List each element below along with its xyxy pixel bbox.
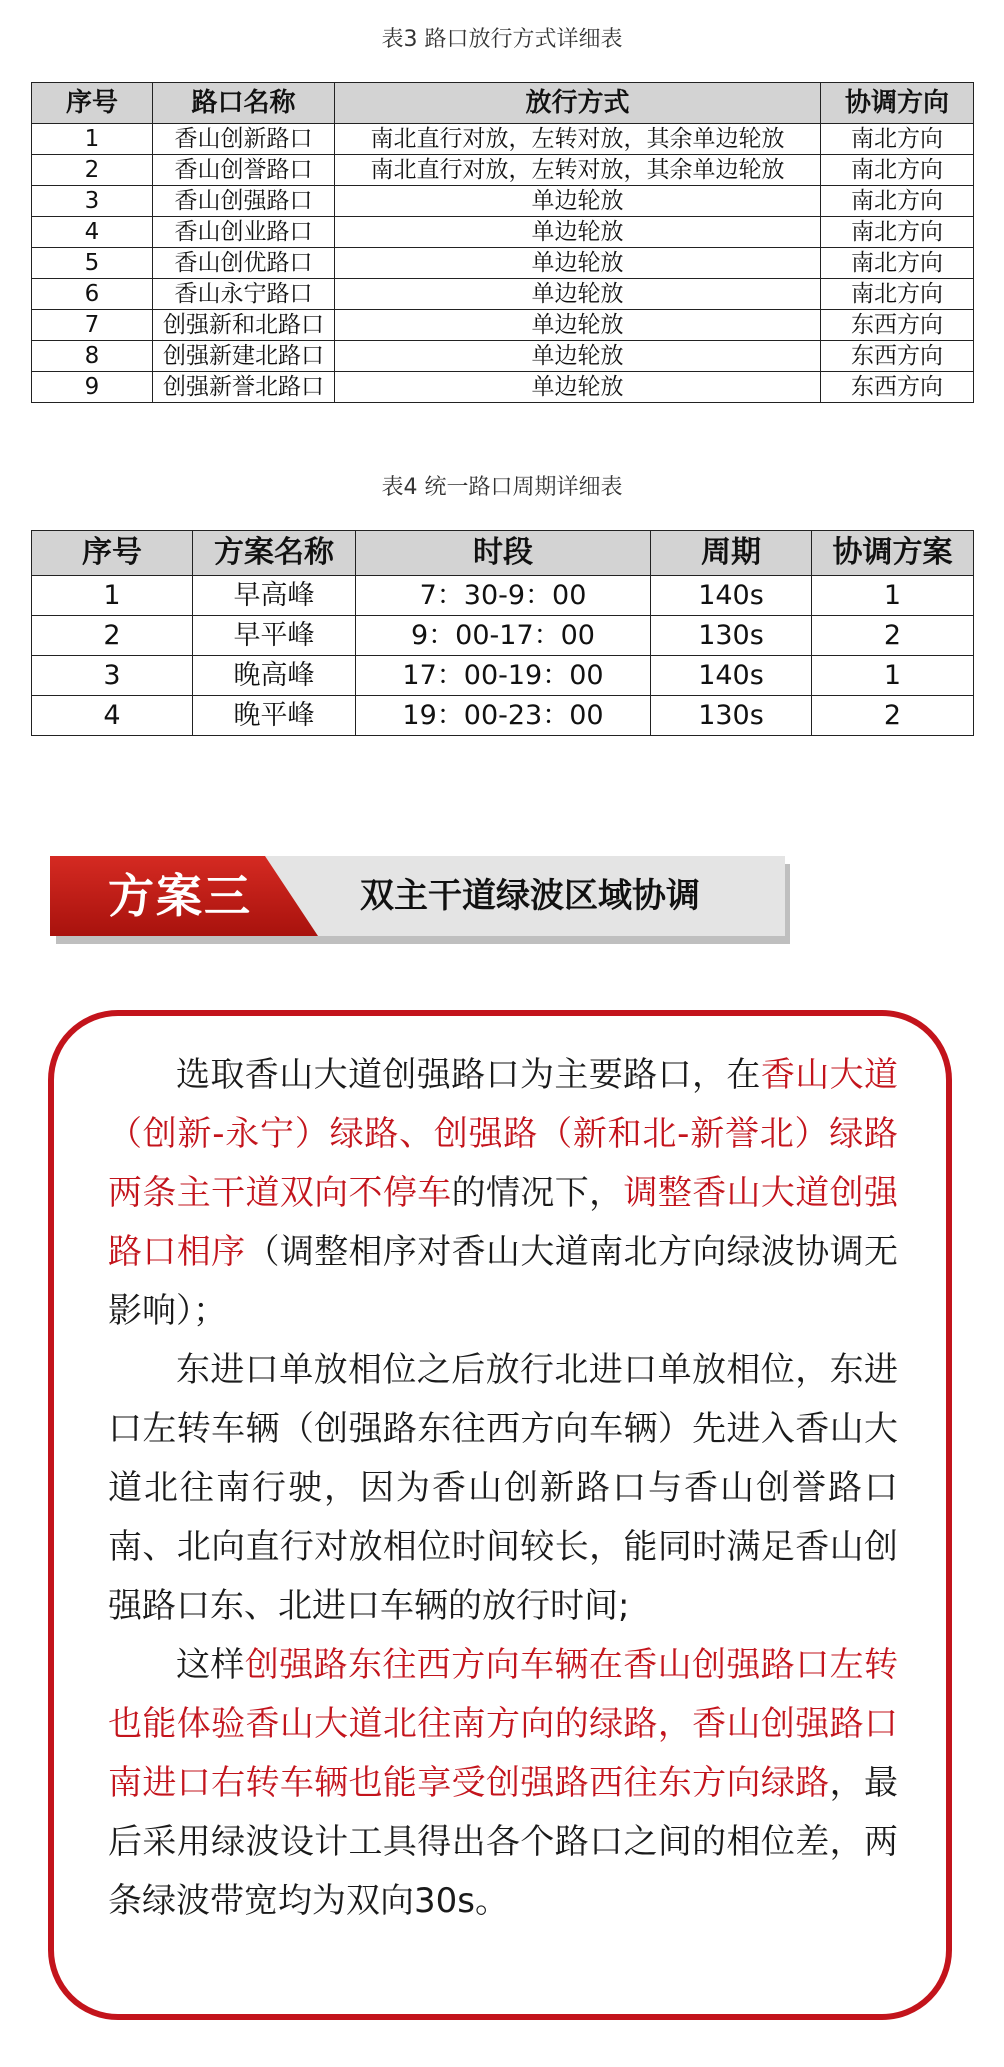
cell-index: 9 [32, 372, 153, 403]
cell-index: 4 [32, 217, 153, 248]
cell-direction: 南北方向 [821, 217, 974, 248]
cell-plan-name: 早平峰 [193, 616, 356, 656]
cell-direction: 南北方向 [821, 186, 974, 217]
cell-intersection: 香山创新路口 [153, 124, 335, 155]
cell-index: 1 [32, 576, 193, 616]
section-banner [50, 856, 790, 942]
cell-index: 5 [32, 248, 153, 279]
cell-intersection: 创强新誉北路口 [153, 372, 335, 403]
cell-index: 3 [32, 186, 153, 217]
col-header-index: 序号 [32, 83, 153, 124]
table-row [32, 341, 974, 372]
cell-cycle: 130s [651, 696, 812, 736]
table4-caption: 表4 统一路口周期详细表 [381, 475, 623, 500]
col-header-index: 序号 [32, 531, 193, 576]
cell-coordination-plan: 2 [812, 696, 974, 736]
paragraph-3 [108, 1636, 898, 1931]
cell-release-mode: 南北直行对放，左转对放，其余单边轮放 [335, 124, 821, 155]
col-header-plan-name: 方案名称 [193, 531, 356, 576]
cell-index: 1 [32, 124, 153, 155]
cell-intersection: 香山创强路口 [153, 186, 335, 217]
p1-text-a: 选取香山大道创强路口为主要路口，在 [176, 1055, 761, 1095]
table-row [32, 616, 974, 656]
table-row [32, 155, 974, 186]
description-text [108, 1046, 898, 1931]
cell-direction: 南北方向 [821, 155, 974, 186]
cell-index: 3 [32, 656, 193, 696]
p3-text-c: ，最后采用绿波设计工具得出各个路口之间的相位差，两条绿波带宽均为双向30s。 [108, 1763, 899, 1921]
table-row [32, 696, 974, 736]
cell-coordination-plan: 2 [812, 616, 974, 656]
col-header-direction: 协调方向 [821, 83, 974, 124]
banner-tag: 方案三 [108, 869, 252, 923]
col-header-time-period: 时段 [356, 531, 651, 576]
col-header-intersection: 路口名称 [153, 83, 335, 124]
section-title: 双主干道绿波区域协调 [360, 876, 700, 916]
col-header-cycle: 周期 [651, 531, 812, 576]
cell-release-mode: 单边轮放 [335, 372, 821, 403]
cell-release-mode: 单边轮放 [335, 217, 821, 248]
table-row [32, 217, 974, 248]
p3-highlight-b: 创强路东往西方向车辆在香山创强路口左转也能体验香山大道北往南方向的绿路，香山创强路口南进口右转车辆也能享受创强路西往东方向绿路 [108, 1645, 899, 1803]
cell-direction: 东西方向 [821, 310, 974, 341]
cell-release-mode: 单边轮放 [335, 248, 821, 279]
cell-direction: 南北方向 [821, 279, 974, 310]
cell-index: 8 [32, 341, 153, 372]
cell-cycle: 130s [651, 616, 812, 656]
table-row [32, 186, 974, 217]
table-header-row [32, 531, 974, 576]
cell-direction: 南北方向 [821, 248, 974, 279]
table-row [32, 576, 974, 616]
cell-index: 7 [32, 310, 153, 341]
col-header-coordination-plan: 协调方案 [812, 531, 974, 576]
cell-plan-name: 晚平峰 [193, 696, 356, 736]
cell-release-mode: 单边轮放 [335, 341, 821, 372]
cell-intersection: 创强新建北路口 [153, 341, 335, 372]
cell-plan-name: 晚高峰 [193, 656, 356, 696]
cell-release-mode: 单边轮放 [335, 186, 821, 217]
table-header-row [32, 83, 974, 124]
cell-index: 2 [32, 616, 193, 656]
cell-index: 6 [32, 279, 153, 310]
cell-direction: 南北方向 [821, 124, 974, 155]
cell-plan-name: 早高峰 [193, 576, 356, 616]
cell-index: 4 [32, 696, 193, 736]
paragraph-1 [108, 1046, 898, 1341]
cell-release-mode: 单边轮放 [335, 310, 821, 341]
cell-intersection: 香山永宁路口 [153, 279, 335, 310]
cell-direction: 东西方向 [821, 372, 974, 403]
cell-cycle: 140s [651, 656, 812, 696]
cell-direction: 东西方向 [821, 341, 974, 372]
cell-intersection: 香山创誉路口 [153, 155, 335, 186]
table4-cycle-plans [31, 530, 974, 736]
table-row [32, 310, 974, 341]
cell-time-period: 19：00-23：00 [356, 696, 651, 736]
table3-caption: 表3 路口放行方式详细表 [381, 27, 623, 52]
p1-highlight-d: 调整香山大道创强路口相序 [108, 1173, 899, 1272]
cell-index: 2 [32, 155, 153, 186]
col-header-release-mode: 放行方式 [335, 83, 821, 124]
p3-text-a: 这样 [176, 1645, 245, 1685]
paragraph-2: 东进口单放相位之后放行北进口单放相位，东进口左转车辆（创强路东往西方向车辆）先进入香山大道北往南行驶，因为香山创新路口与香山创誉路口南、北向直行对放相位时间较长，能同时满足香山创强路口东、北进口车辆的放行时间; [108, 1350, 898, 1626]
cell-coordination-plan: 1 [812, 656, 974, 696]
p1-text-c: 的情况下， [451, 1173, 624, 1213]
cell-intersection: 香山创业路口 [153, 217, 335, 248]
table-row [32, 372, 974, 403]
table-row [32, 656, 974, 696]
cell-release-mode: 单边轮放 [335, 279, 821, 310]
cell-time-period: 9：00-17：00 [356, 616, 651, 656]
p1-highlight-b: 香山大道（创新-永宁）绿路、创强路（新和北-新誉北）绿路两条主干道双向不停车 [108, 1055, 899, 1213]
p1-text-e: （调整相序对香山大道南北方向绿波协调无影响）； [108, 1232, 899, 1331]
cell-cycle: 140s [651, 576, 812, 616]
table-row [32, 248, 974, 279]
cell-intersection: 香山创优路口 [153, 248, 335, 279]
table-row [32, 279, 974, 310]
cell-coordination-plan: 1 [812, 576, 974, 616]
cell-time-period: 17：00-19：00 [356, 656, 651, 696]
cell-release-mode: 南北直行对放，左转对放，其余单边轮放 [335, 155, 821, 186]
cell-time-period: 7：30-9：00 [356, 576, 651, 616]
table3-intersection-release-modes [31, 82, 974, 403]
cell-intersection: 创强新和北路口 [153, 310, 335, 341]
table-row [32, 124, 974, 155]
